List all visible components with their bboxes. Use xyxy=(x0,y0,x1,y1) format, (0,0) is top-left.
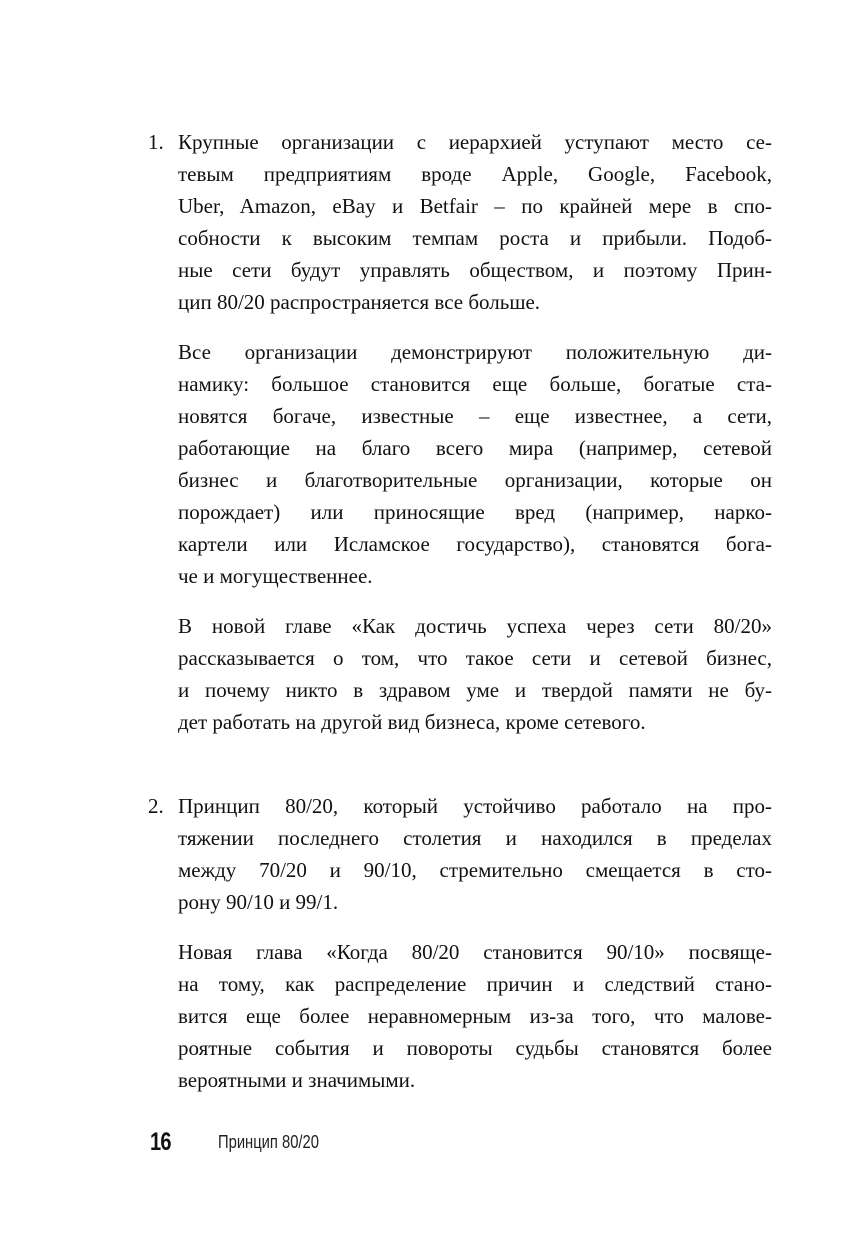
text-line: намику: большое становится еще больше, богатые ста- xyxy=(178,372,772,396)
paragraph xyxy=(178,936,772,1096)
text-line: тяжении последнего столетия и находился в пределах xyxy=(178,826,772,850)
text-line: рассказывается о том, что такое сети и сетевой бизнес, xyxy=(178,646,772,670)
running-title: Принцип 80/20 xyxy=(218,1132,319,1152)
text-line: дет работать на другой вид бизнеса, кроме сетевого. xyxy=(178,710,646,734)
text-line: ные сети будут управлять обществом, и поэтому Прин- xyxy=(178,258,772,282)
text-line: и почему никто в здравом уме и твердой памяти не бу- xyxy=(178,678,772,702)
text-line: вится еще более неравномерным из-за того, что малове- xyxy=(178,1004,772,1028)
list-item xyxy=(148,790,772,1096)
text-line: собности к высоким темпам роста и прибыли. Подоб- xyxy=(178,226,772,250)
text-line: роятные события и повороты судьбы становятся более xyxy=(178,1036,772,1060)
text-line: Принцип 80/20, который устойчиво работало на про- xyxy=(178,794,772,818)
paragraph xyxy=(148,126,772,318)
text-line: порождает) или приносящие вред (например, нарко- xyxy=(178,500,772,524)
text-line: работающие на благо всего мира (например, сетевой xyxy=(178,436,772,460)
text-line: Новая глава «Когда 80/20 становится 90/10» посвяще- xyxy=(178,940,772,964)
list-number: 2. xyxy=(148,794,164,818)
page-number: 16 xyxy=(150,1128,171,1156)
text-line: рону 90/10 и 99/1. xyxy=(178,890,339,914)
text-line: вероятными и значимыми. xyxy=(178,1068,416,1092)
text-line: картели или Исламское государство), становятся бога- xyxy=(178,532,772,556)
text-line: новятся богаче, известные – еще известнее, а сети, xyxy=(178,404,772,428)
text-line: Крупные организации с иерархией уступают место се- xyxy=(178,130,772,154)
list-item xyxy=(148,126,772,738)
page-footer xyxy=(150,1128,450,1162)
list-number: 1. xyxy=(148,130,164,154)
paragraph xyxy=(148,790,772,918)
text-line: бизнес и благотворительные организации, которые он xyxy=(178,468,772,492)
text-line: Все организации демонстрируют положительную ди- xyxy=(178,340,772,364)
text-line: между 70/20 и 90/10, стремительно смещается в сто- xyxy=(178,858,772,882)
paragraph xyxy=(178,610,772,738)
text-line: цип 80/20 распространяется все больше. xyxy=(178,290,541,314)
page-body xyxy=(148,126,772,1096)
paragraph xyxy=(178,336,772,592)
text-line: тевым предприятиям вроде Apple, Google, Facebook, xyxy=(178,162,772,186)
text-line: Uber, Amazon, eBay и Betfair – по крайней мере в спо- xyxy=(178,194,772,218)
text-line: В новой главе «Как достичь успеха через сети 80/20» xyxy=(178,614,772,638)
text-line: че и могущественнее. xyxy=(178,564,373,588)
text-line: на тому, как распределение причин и следствий стано- xyxy=(178,972,772,996)
